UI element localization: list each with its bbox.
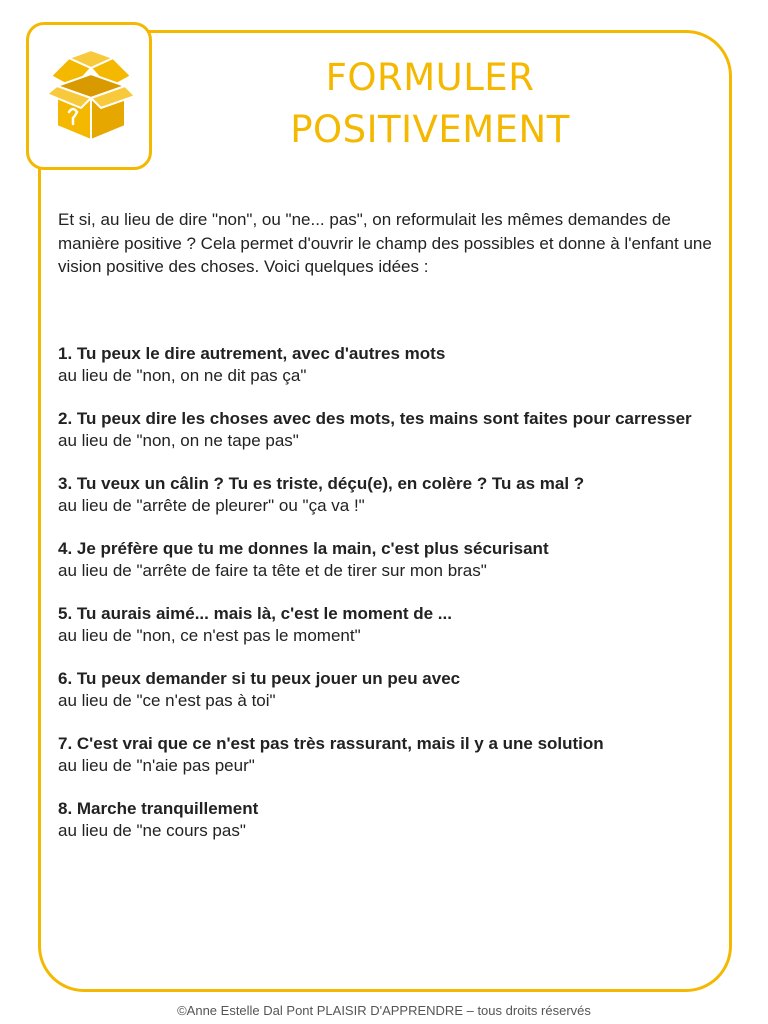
list-item (58, 798, 730, 842)
logo-box (26, 22, 152, 170)
tip-heading: 3. Tu veux un câlin ? Tu es triste, déçu(e), en colère ? Tu as mal ? (58, 474, 585, 493)
tip-heading: 7. C'est vrai que ce n'est pas très rassurant, mais il y a une solution (58, 734, 604, 753)
tip-instead: au lieu de "arrête de pleurer" ou "ça va !" (58, 496, 365, 515)
tip-instead: au lieu de "n'aie pas peur" (58, 756, 255, 775)
list-item (58, 668, 730, 712)
list-item (58, 733, 730, 777)
list-item (58, 603, 730, 647)
tip-instead: au lieu de "non, ce n'est pas le moment" (58, 626, 361, 645)
intro-paragraph: Et si, au lieu de dire "non", ou "ne... pas", on reformulait les mêmes demandes de manière positive ? Cela permet d'ouvrir le champ des possibles et donne à l'enfant une vision positive des choses. Voici quelques idées : (58, 210, 712, 276)
open-box-icon (39, 46, 139, 146)
tip-heading: 2. Tu peux dire les choses avec des mots, tes mains sont faites pour carresser (58, 409, 692, 428)
page-title (200, 52, 660, 156)
tip-heading: 6. Tu peux demander si tu peux jouer un peu avec (58, 669, 461, 688)
tip-instead: au lieu de "ce n'est pas à toi" (58, 691, 276, 710)
tip-instead: au lieu de "non, on ne tape pas" (58, 431, 299, 450)
tip-instead: au lieu de "ne cours pas" (58, 821, 246, 840)
list-item (58, 538, 730, 582)
list-item (58, 343, 730, 387)
tip-instead: au lieu de "non, on ne dit pas ça" (58, 366, 307, 385)
tip-heading: 8. Marche tranquillement (58, 799, 259, 818)
tips-list (58, 343, 730, 863)
tip-heading: 1. Tu peux le dire autrement, avec d'autres mots (58, 344, 446, 363)
tip-heading: 4. Je préfère que tu me donnes la main, c'est plus sécurisant (58, 539, 549, 558)
copyright-footer: ©Anne Estelle Dal Pont PLAISIR D'APPRENDRE – tous droits réservés (177, 1003, 591, 1018)
list-item (58, 473, 730, 517)
tip-heading: 5. Tu aurais aimé... mais là, c'est le moment de ... (58, 604, 452, 623)
list-item (58, 408, 730, 452)
tip-instead: au lieu de "arrête de faire ta tête et de tirer sur mon bras" (58, 561, 487, 580)
title-line-2: POSITIVEMENT (290, 108, 570, 151)
title-line-1: FORMULER (325, 56, 535, 99)
